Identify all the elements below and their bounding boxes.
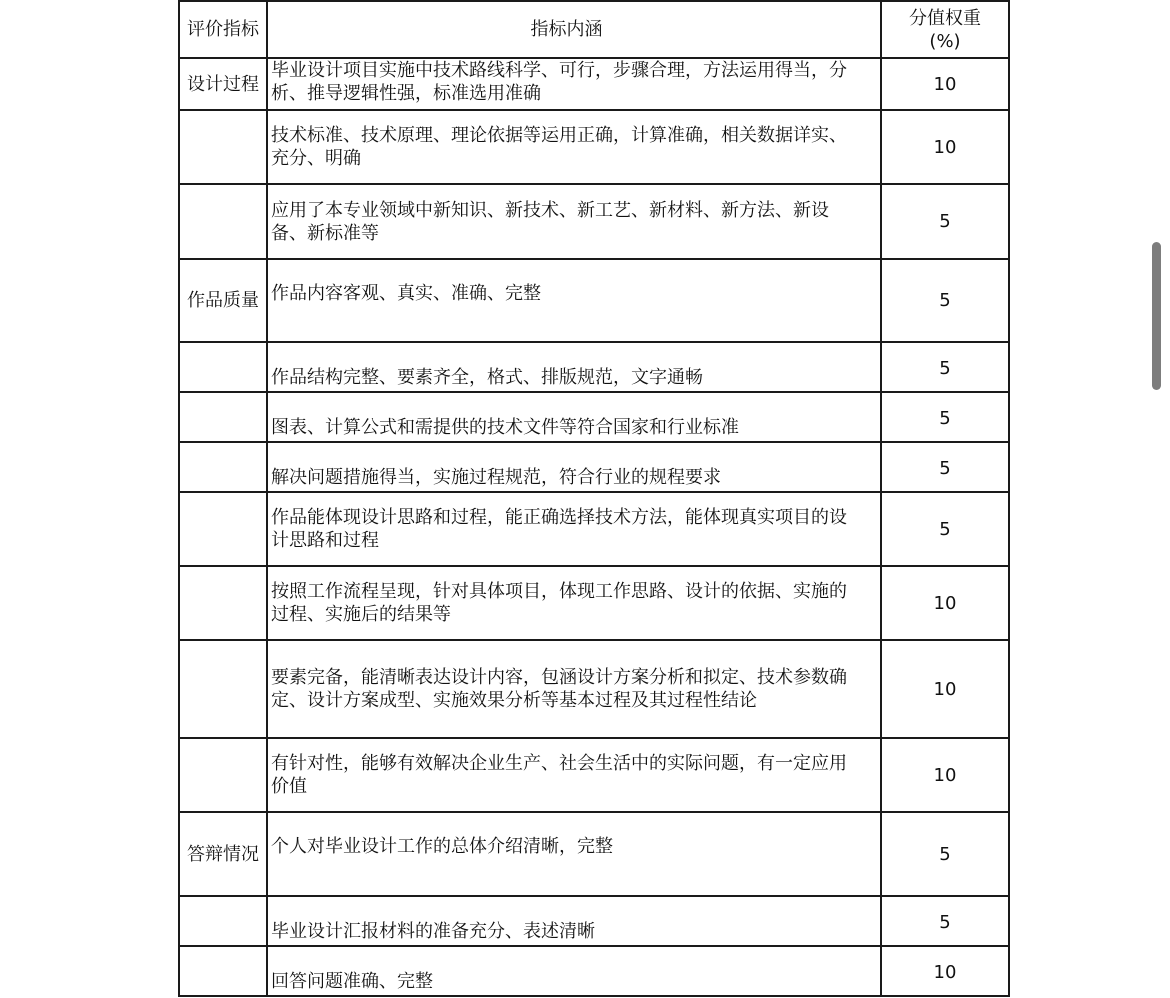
table-row [179,812,1009,896]
category-cell [179,492,267,566]
weight-value: 5 [939,408,951,429]
header-category [179,1,267,58]
weight-value: 10 [933,678,957,700]
content-cell [267,812,881,896]
weight-value: 5 [939,211,951,232]
weight-cell [881,566,1009,640]
content-cell [267,58,881,110]
content-text: 要素完备，能清晰表达设计内容，包涵设计方案分析和拟定、技术参数确定、设计方案成型、实施效果分析等基本过程及其过程性结论 [271,667,847,711]
weight-cell [881,184,1009,259]
weight-cell [881,110,1009,184]
table-row [179,58,1009,110]
content-text: 毕业设计汇报材料的准备充分、表述清晰 [271,921,595,942]
content-text: 回答问题准确、完整 [271,971,433,992]
category-label: 答辩情况 [187,843,259,865]
weight-value: 10 [933,592,957,614]
content-cell [267,184,881,259]
category-cell [179,58,267,110]
category-cell [179,392,267,442]
header-weight-unit: (%) [929,30,961,52]
content-text: 个人对毕业设计工作的总体介绍清晰，完整 [271,836,613,857]
table-row [179,184,1009,259]
evaluation-table [178,0,1010,997]
header-content-label: 指标内涵 [530,19,603,40]
table-row [179,946,1009,996]
content-cell [267,566,881,640]
header-weight-label: 分值权重 [909,7,981,29]
table-row [179,566,1009,640]
content-cell [267,738,881,812]
table-row [179,259,1009,342]
header-content [267,1,881,58]
content-cell [267,442,881,492]
weight-cell [881,896,1009,946]
weight-value: 10 [933,136,957,158]
weight-value: 5 [939,358,951,379]
weight-cell [881,259,1009,342]
table-row [179,110,1009,184]
weight-value: 5 [939,843,951,865]
weight-cell [881,946,1009,996]
header-weight [881,1,1009,58]
weight-value: 5 [939,518,951,540]
content-cell [267,492,881,566]
category-cell [179,946,267,996]
header-category-label: 评价指标 [187,19,259,40]
weight-cell [881,442,1009,492]
vertical-scrollbar-thumb[interactable] [1152,242,1161,390]
table-row [179,738,1009,812]
category-cell [179,812,267,896]
weight-cell [881,392,1009,442]
category-cell [179,342,267,392]
content-text: 作品能体现设计思路和过程，能正确选择技术方法，能体现真实项目的设计思路和过程 [271,507,847,551]
weight-value: 5 [939,458,951,479]
weight-cell [881,492,1009,566]
category-cell [179,442,267,492]
category-label: 作品质量 [187,290,259,311]
content-text: 技术标准、技术原理、理论依据等运用正确，计算准确，相关数据详实、充分、明确 [271,125,847,169]
content-text: 作品内容客观、真实、准确、完整 [271,283,541,304]
content-cell [267,392,881,442]
content-cell [267,110,881,184]
content-text: 应用了本专业领域中新知识、新技术、新工艺、新材料、新方法、新设备、新标准等 [271,199,829,244]
content-text: 毕业设计项目实施中技术路线科学、可行，步骤合理，方法运用得当，分析、推导逻辑性强，标准选用准确 [271,60,847,104]
content-cell [267,342,881,392]
weight-cell [881,738,1009,812]
content-text: 图表、计算公式和需提供的技术文件等符合国家和行业标准 [271,417,739,438]
content-cell [267,259,881,342]
table-header-row [179,1,1009,58]
table-row [179,392,1009,442]
category-cell [179,259,267,342]
weight-cell [881,342,1009,392]
category-cell [179,566,267,640]
content-text: 作品结构完整、要素齐全，格式、排版规范，文字通畅 [271,367,703,388]
weight-value: 5 [939,290,951,311]
table-row [179,442,1009,492]
category-label: 设计过程 [187,73,259,95]
weight-cell [881,812,1009,896]
table-row [179,640,1009,738]
content-cell [267,896,881,946]
table-row [179,492,1009,566]
weight-cell [881,58,1009,110]
category-cell [179,110,267,184]
content-cell [267,640,881,738]
category-cell [179,640,267,738]
weight-value: 10 [933,962,957,983]
table-row [179,896,1009,946]
weight-value: 10 [933,764,957,786]
content-text: 解决问题措施得当，实施过程规范，符合行业的规程要求 [271,467,721,488]
category-cell [179,896,267,946]
weight-value: 5 [939,912,951,933]
content-text: 有针对性，能够有效解决企业生产、社会生活中的实际问题，有一定应用价值 [271,753,847,797]
table-row [179,342,1009,392]
content-text: 按照工作流程呈现，针对具体项目，体现工作思路、设计的依据、实施的过程、实施后的结果等 [271,581,847,625]
weight-cell [881,640,1009,738]
weight-value: 10 [933,73,957,95]
category-cell [179,184,267,259]
category-cell [179,738,267,812]
content-cell [267,946,881,996]
